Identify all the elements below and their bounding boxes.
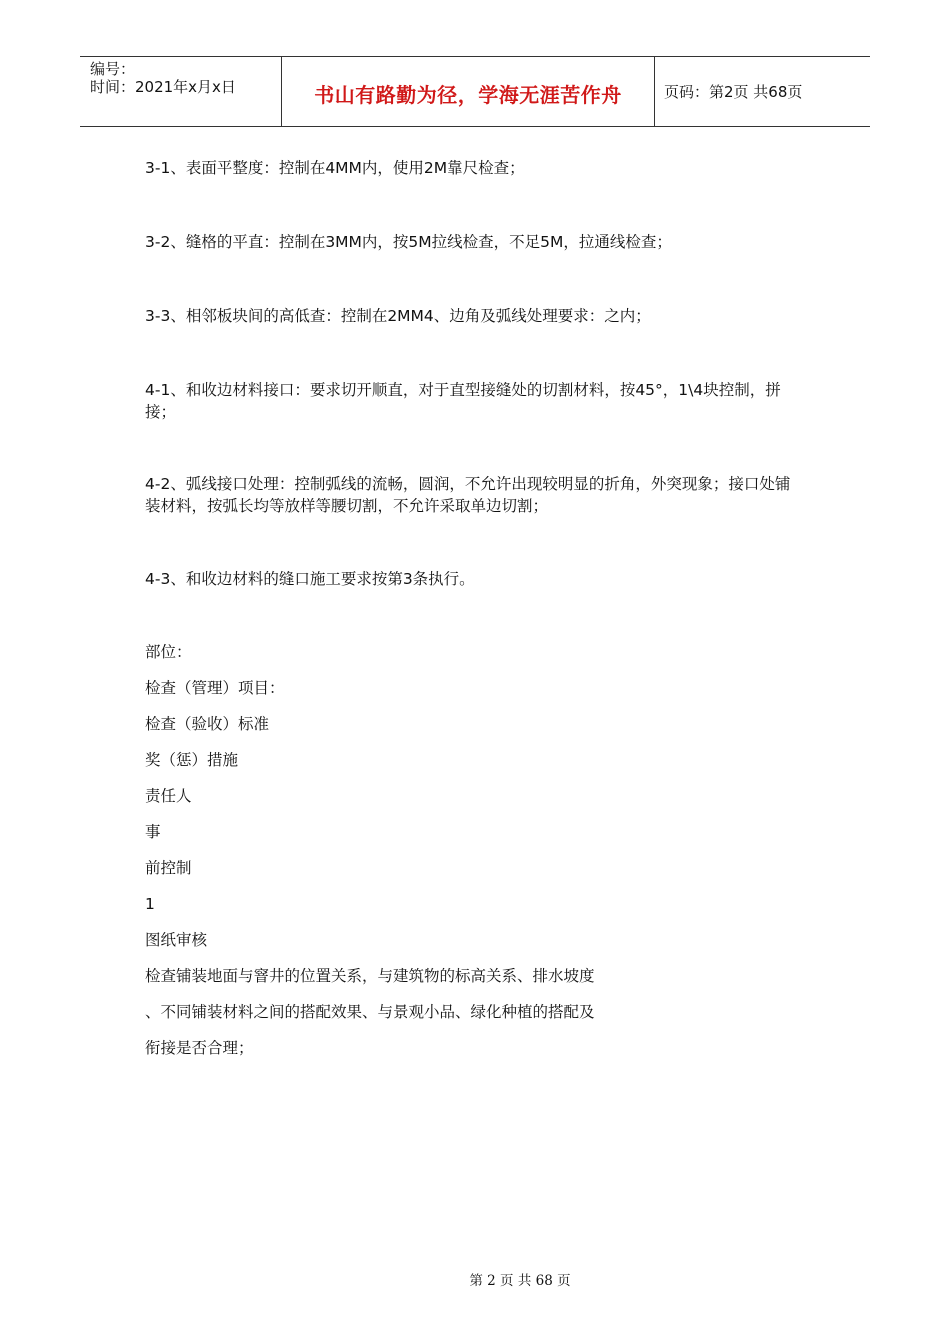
- line-detail-2: 、不同铺装材料之间的搭配效果、与景观小品、绿化种植的搭配及: [145, 1003, 595, 1021]
- line-shi: 事: [145, 823, 161, 841]
- page-header: [80, 56, 870, 127]
- header-page-info: 页码：第2页 共68页: [664, 83, 803, 101]
- line-pre-control: 前控制: [145, 859, 192, 877]
- line-drawing-review: 图纸审核: [145, 931, 208, 949]
- paragraph-4-3: 4-3、和收边材料的缝口施工要求按第3条执行。: [145, 570, 475, 588]
- header-motto-cell: [281, 57, 655, 126]
- paragraph-4-2: 4-2、弧线接口处理：控制弧线的流畅，圆润，不允许出现较明显的折角，外突现象；接口处铺装材料，按弧长均等放样等腰切割，不允许采取单边切割；: [145, 475, 791, 515]
- header-motto: 书山有路勤为径，学海无涯苦作舟: [314, 83, 622, 107]
- paragraph-3-2: 3-2、缝格的平直：控制在3MM内，按5M拉线检查，不足5M，拉通线检查；: [145, 233, 672, 251]
- line-reward-measures: 奖（惩）措施: [145, 751, 239, 769]
- paragraph-3-3: 3-3、相邻板块间的高低查：控制在2MM4、边角及弧线处理要求：之内；: [145, 307, 651, 325]
- document-time: 时间：2021年x月x日: [90, 78, 236, 96]
- line-responsible: 责任人: [145, 787, 192, 805]
- line-location: 部位：: [145, 643, 192, 661]
- page-footer: 第 2 页 共 68 页: [469, 1273, 571, 1289]
- line-check-standard: 检查（验收）标准: [145, 715, 270, 733]
- line-detail-3: 衔接是否合理；: [145, 1039, 254, 1057]
- paragraph-3-1: 3-1、表面平整度：控制在4MM内，使用2M靠尺检查；: [145, 159, 525, 177]
- line-number: 1: [145, 895, 155, 913]
- paragraph-4-1: 4-1、和收边材料接口：要求切开顺直，对于直型接缝处的切割材料，按45°，1\4块控制，拼接；: [145, 381, 781, 421]
- line-check-item: 检查（管理）项目：: [145, 679, 285, 697]
- header-meta: [80, 57, 280, 126]
- line-detail-1: 检查铺装地面与窨井的位置关系，与建筑物的标高关系、排水坡度: [145, 967, 595, 985]
- document-number: 编号：: [90, 60, 136, 78]
